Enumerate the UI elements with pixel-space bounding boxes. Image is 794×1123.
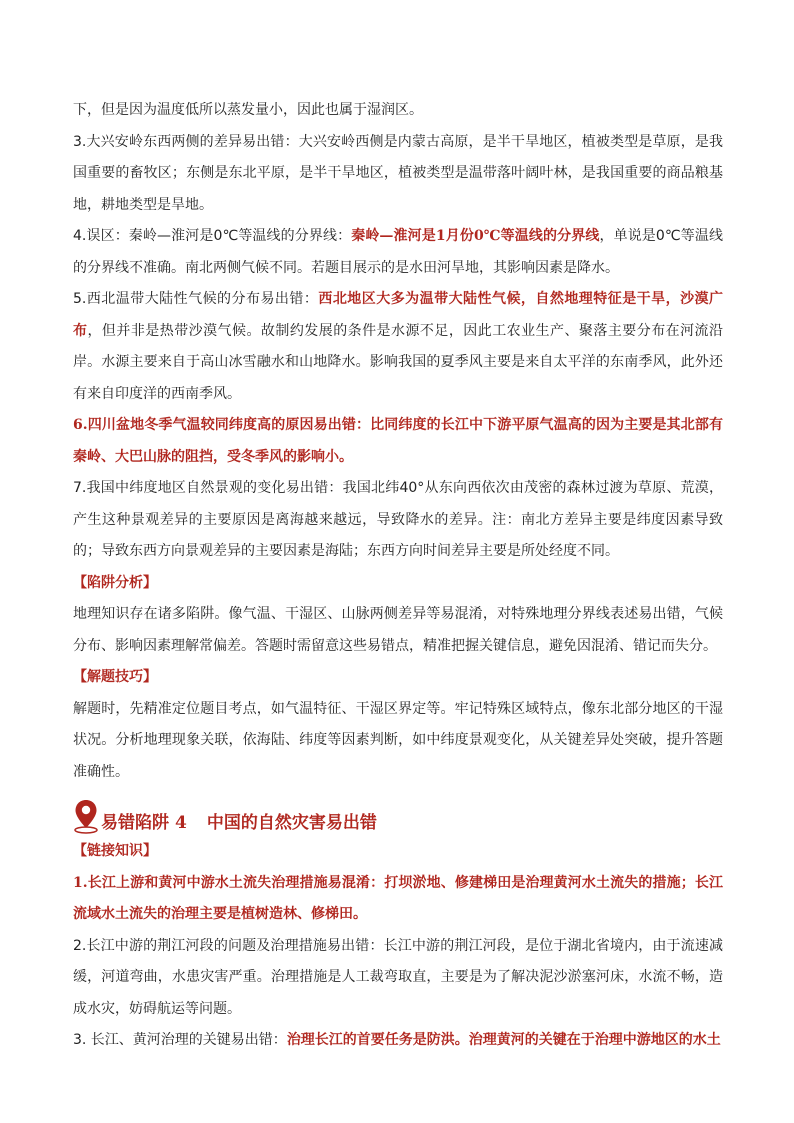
paragraph-mid-latitude-landscape: 7.我国中纬度地区自然景观的变化易出错：我国北纬40°从东向西依次由茂密的森林过渡为草原、荒漠，产生这种景观差异的主要原因是离海越来越远，导致降水的差异。注：南北方差异主要是纬度因素导致的；导致东西方向景观差异的主要因素是海陆；东西方向时间差异主要是所处经度不同。 bbox=[73, 480, 723, 559]
trap-analysis-text: 地理知识存在诸多陷阱。像气温、干湿区、山脉两侧差异等易混淆，对特殊地理分界线表述易出错，气候分布、影响因素理解常偏差。答题时需留意这些易错点，精准把握关键信息，避免因混淆、错记而失分。 bbox=[73, 606, 723, 654]
paragraph-soil-erosion: 1.长江上游和黄河中游水土流失治理措施易混淆：打坝淤地、修建梯田是治理黄河水土流失的措施；长江流域水土流失的治理主要是植树造林、修梯田。 bbox=[73, 874, 723, 922]
highlight-text: 秦岭—淮河是1月份0℃等温线的分界线 bbox=[351, 228, 600, 244]
location-pin-icon bbox=[73, 798, 99, 834]
paragraph-daxinganling: 3.大兴安岭东西两侧的差异易出错：大兴安岭西侧是内蒙古高原，是半干旱地区，植被类型是草原，是我国重要的畜牧区；东侧是东北平原，是半干旱地区，植被类型是温带落叶阔叶林，是我国重要的商品粮基地，耕地类型是旱地。 bbox=[73, 133, 723, 213]
link-knowledge-label: 【链接知识】 bbox=[73, 843, 157, 859]
highlight-text: 西北地区大多为温带大陆性气候，自然地理特征是干旱，沙漠广布 bbox=[73, 291, 724, 339]
heading-prefix: 易错陷阱 bbox=[101, 813, 169, 833]
solving-tips-text: 解题时，先精准定位题目考点，如气温特征、干湿区界定等。牢记特殊区域特点，像东北部分地区的干湿状况。分析地理现象关联，依海陆、纬度等因素判断，如中纬度景观变化，从关键差异处突破，提升答题准确性。 bbox=[73, 700, 723, 780]
paragraph-qinling-huaihe bbox=[73, 221, 723, 284]
paragraph-northwest-climate bbox=[73, 284, 723, 410]
paragraph-jingjiang: 2.长江中游的荆江河段的问题及治理措施易出错：长江中游的荆江河段，是位于湖北省境内，由于流速减缓，河道弯曲，水患灾害严重。治理措施是人工裁弯取直，主要是为了解决泥沙淤塞河床，水流不畅，造成水灾，妨碍航运等问题。 bbox=[73, 937, 723, 1017]
paragraph-humid-zone-end: 下，但是因为温度低所以蒸发量小，因此也属于湿润区。 bbox=[73, 102, 423, 118]
paragraph-sichuan-basin: 6.四川盆地冬季气温较同纬度高的原因易出错：比同纬度的长江中下游平原气温高的因为主要是其北部有秦岭、大巴山脉的阻挡，受冬季风的影响小。 bbox=[73, 417, 723, 465]
text-segment: 3. 长江、黄河治理的关键易出错： bbox=[73, 1032, 287, 1048]
document-body bbox=[73, 0, 723, 1057]
text-segment: 5.西北温带大陆性气候的分布易出错： bbox=[73, 291, 319, 307]
text-segment: ，但并非是热带沙漠气候。故制约发展的条件是水源不足，因此工农业生产、聚落主要分布在河流沿岸。水源主要来自于高山冰雪融水和山地降水。影响我国的夏季风主要是来自太平洋的东南季风，此外还有来自印度洋的西南季风。 bbox=[73, 322, 724, 402]
paragraph-river-governance bbox=[73, 1025, 723, 1057]
highlight-text: 治理长江的首要任务是防洪。治理黄河的关键在于治理中游地区的水土 bbox=[286, 1032, 721, 1048]
trap-analysis-label: 【陷阱分析】 bbox=[73, 574, 157, 591]
heading-number: 4 bbox=[175, 813, 187, 833]
section-heading-4 bbox=[73, 792, 723, 834]
text-segment: 4.误区：秦岭—淮河是0℃等温线的分界线： bbox=[73, 228, 352, 244]
text-segment: ，单说是0℃等温线的分界线不准确。南北两侧气候不同。若题目展示的是水田河旱地，其影响因素是降水。 bbox=[73, 228, 723, 276]
heading-title: 中国的自然灾害易出错 bbox=[206, 813, 377, 833]
solving-tips-label: 【解题技巧】 bbox=[73, 669, 157, 685]
